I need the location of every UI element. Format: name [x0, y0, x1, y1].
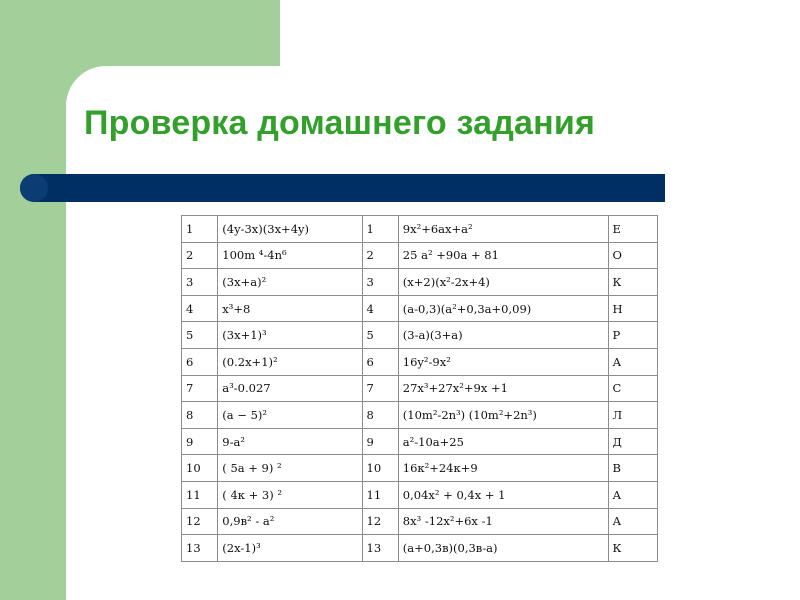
- table-row: [182, 535, 658, 562]
- right-number-cell: 2: [362, 242, 398, 269]
- left-expression-cell: 100m ⁴-4n⁶: [218, 242, 362, 269]
- letter-cell: Д: [608, 428, 657, 455]
- letter-cell: А: [608, 508, 657, 535]
- right-expression-cell: 25 a² +90a + 81: [398, 242, 608, 269]
- right-expression-cell: (3-a)(3+a): [398, 322, 608, 349]
- left-number-cell: 8: [182, 402, 218, 429]
- left-number-cell: 6: [182, 348, 218, 375]
- right-number-cell: 13: [362, 535, 398, 562]
- left-expression-cell: (2x-1)³: [218, 535, 362, 562]
- right-number-cell: 4: [362, 295, 398, 322]
- right-expression-cell: (a-0,3)(a²+0,3a+0,09): [398, 295, 608, 322]
- left-number-cell: 13: [182, 535, 218, 562]
- table-row: [182, 348, 658, 375]
- table-row: [182, 295, 658, 322]
- table-row: [182, 242, 658, 269]
- left-number-cell: 1: [182, 216, 218, 243]
- right-number-cell: 5: [362, 322, 398, 349]
- right-number-cell: 7: [362, 375, 398, 402]
- left-number-cell: 10: [182, 455, 218, 482]
- left-expression-cell: 9-a²: [218, 428, 362, 455]
- letter-cell: А: [608, 481, 657, 508]
- left-expression-cell: ( 5a + 9) ²: [218, 455, 362, 482]
- right-number-cell: 11: [362, 481, 398, 508]
- table-row: [182, 508, 658, 535]
- letter-cell: О: [608, 242, 657, 269]
- left-number-cell: 11: [182, 481, 218, 508]
- letter-cell: К: [608, 269, 657, 296]
- right-expression-cell: (x+2)(x²-2x+4): [398, 269, 608, 296]
- table-row: [182, 455, 658, 482]
- left-number-cell: 4: [182, 295, 218, 322]
- left-expression-cell: (4y-3x)(3x+4y): [218, 216, 362, 243]
- right-number-cell: 1: [362, 216, 398, 243]
- letter-cell: А: [608, 348, 657, 375]
- right-number-cell: 10: [362, 455, 398, 482]
- letter-cell: В: [608, 455, 657, 482]
- letter-cell: Е: [608, 216, 657, 243]
- left-expression-cell: x³+8: [218, 295, 362, 322]
- right-expression-cell: 16y²-9x²: [398, 348, 608, 375]
- left-expression-cell: 0,9в² - a²: [218, 508, 362, 535]
- left-expression-cell: ( 4к + 3) ²: [218, 481, 362, 508]
- right-number-cell: 9: [362, 428, 398, 455]
- letter-cell: С: [608, 375, 657, 402]
- left-number-cell: 5: [182, 322, 218, 349]
- right-expression-cell: 27x³+27x²+9x +1: [398, 375, 608, 402]
- left-expression-cell: (0.2x+1)²: [218, 348, 362, 375]
- table-row: [182, 481, 658, 508]
- homework-table: [181, 215, 658, 562]
- right-number-cell: 6: [362, 348, 398, 375]
- left-expression-cell: (a − 5)²: [218, 402, 362, 429]
- left-expression-cell: (3x+a)²: [218, 269, 362, 296]
- table-row: [182, 322, 658, 349]
- table-row: [182, 428, 658, 455]
- right-expression-cell: 0,04x² + 0,4x + 1: [398, 481, 608, 508]
- left-number-cell: 2: [182, 242, 218, 269]
- right-expression-cell: a²-10a+25: [398, 428, 608, 455]
- letter-cell: Л: [608, 402, 657, 429]
- right-number-cell: 3: [362, 269, 398, 296]
- title-underline-bar: [20, 174, 665, 202]
- table-row: [182, 375, 658, 402]
- left-number-cell: 9: [182, 428, 218, 455]
- table-row: [182, 216, 658, 243]
- slide-title: Проверка домашнего задания: [84, 104, 596, 142]
- homework-table-body: [182, 216, 658, 562]
- letter-cell: Н: [608, 295, 657, 322]
- right-expression-cell: 16к²+24к+9: [398, 455, 608, 482]
- left-expression-cell: (3x+1)³: [218, 322, 362, 349]
- letter-cell: Р: [608, 322, 657, 349]
- letter-cell: К: [608, 535, 657, 562]
- table-row: [182, 402, 658, 429]
- right-expression-cell: (a+0,3в)(0,3в-a): [398, 535, 608, 562]
- left-expression-cell: a³-0.027: [218, 375, 362, 402]
- right-expression-cell: 8x³ -12x²+6x -1: [398, 508, 608, 535]
- left-number-cell: 3: [182, 269, 218, 296]
- table-row: [182, 269, 658, 296]
- right-expression-cell: (10m²-2n³) (10m²+2n³): [398, 402, 608, 429]
- right-number-cell: 8: [362, 402, 398, 429]
- right-expression-cell: 9x²+6ax+a²: [398, 216, 608, 243]
- right-number-cell: 12: [362, 508, 398, 535]
- left-number-cell: 12: [182, 508, 218, 535]
- left-number-cell: 7: [182, 375, 218, 402]
